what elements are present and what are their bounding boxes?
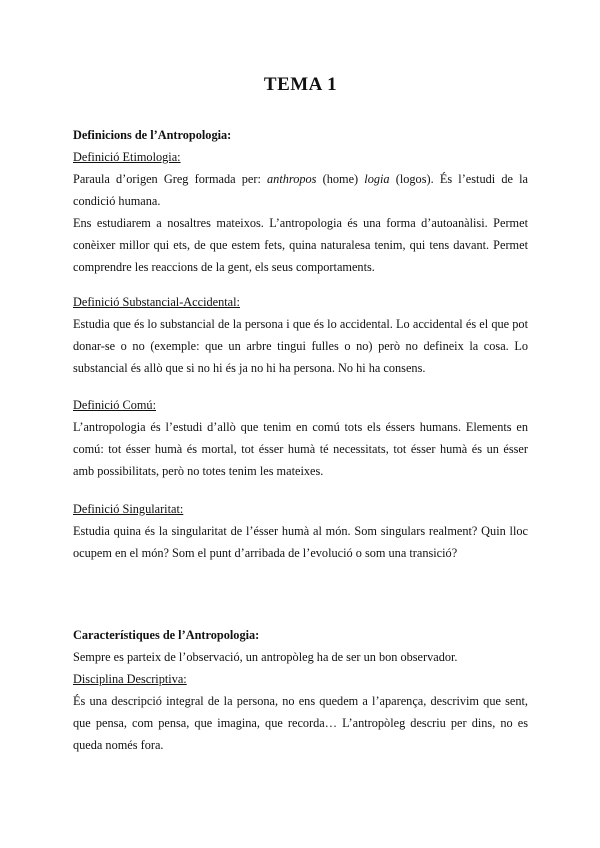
paragraph-etimologia-2: Ens estudiarem a nosaltres mateixos. L’antropologia és una forma d’autoanàlisi. Permet conèixer millor qui ets, de que estem fets, quina naturalesa tenim, qui tens davant. Permet comprendre les reaccions de la gent, els seus comportaments. [73,216,528,274]
subheading-descriptiva: Disciplina Descriptiva: [73,672,187,686]
section-caracteristiques [73,624,528,756]
section-heading: Característiques de l’Antropologia: [73,628,260,642]
section-definicions [73,124,528,278]
subheading-substancial: Definició Substancial-Accidental: [73,295,240,309]
subheading-comu: Definició Comú: [73,398,156,412]
section-substancial [73,291,528,379]
paragraph-singularitat: Estudia quina és la singularitat de l’ésser humà al món. Som singulars realment? Quin lloc ocupem en el món? Som el punt d’arribada de l’evolució o som una transició? [73,524,528,560]
paragraph-descriptiva: És una descripció integral de la persona, no ens quedem a l’aparença, descrivim que sent, que pensa, com pensa, que imagina, que recorda… L’antropòleg descriu per dins, no es queda només fora. [73,694,528,752]
section-singularitat [73,498,528,564]
section-heading: Definicions de l’Antropologia: [73,128,232,142]
paragraph-etimologia-1 [73,168,528,212]
italic-term: anthropos [267,172,317,186]
paragraph-intro: Sempre es parteix de l’observació, un antropòleg ha de ser un bon observador. [73,650,458,664]
text-fragment: Paraula d’origen Greg formada per: [73,172,268,186]
text-fragment: (logos). És l’estudi de la condició humana. [73,172,528,208]
subheading-etimologia: Definició Etimologia: [73,150,181,164]
section-comu [73,394,528,482]
page-title: TEMA 1 [263,74,338,95]
italic-term: logia [364,172,390,186]
paragraph-comu: L’antropologia és l’estudi d’allò que tenim en comú tots els éssers humans. Elements en comú: tot ésser humà és mortal, tot ésser humà té necessitats, tot ésser humà és un ésser amb possibilitats, però no totes tenim les mateixes. [73,420,528,478]
text-fragment: (home) [316,172,365,186]
paragraph-substancial: Estudia que és lo substancial de la persona i que és lo accidental. Lo accidental és el que pot donar-se o no (exemple: que un arbre tingui fulles o no) però no defineix la cosa. Lo substancial és allò que si no hi és ja no hi ha persona. No hi ha consens. [73,317,528,375]
subheading-singularitat: Definició Singularitat: [73,502,184,516]
